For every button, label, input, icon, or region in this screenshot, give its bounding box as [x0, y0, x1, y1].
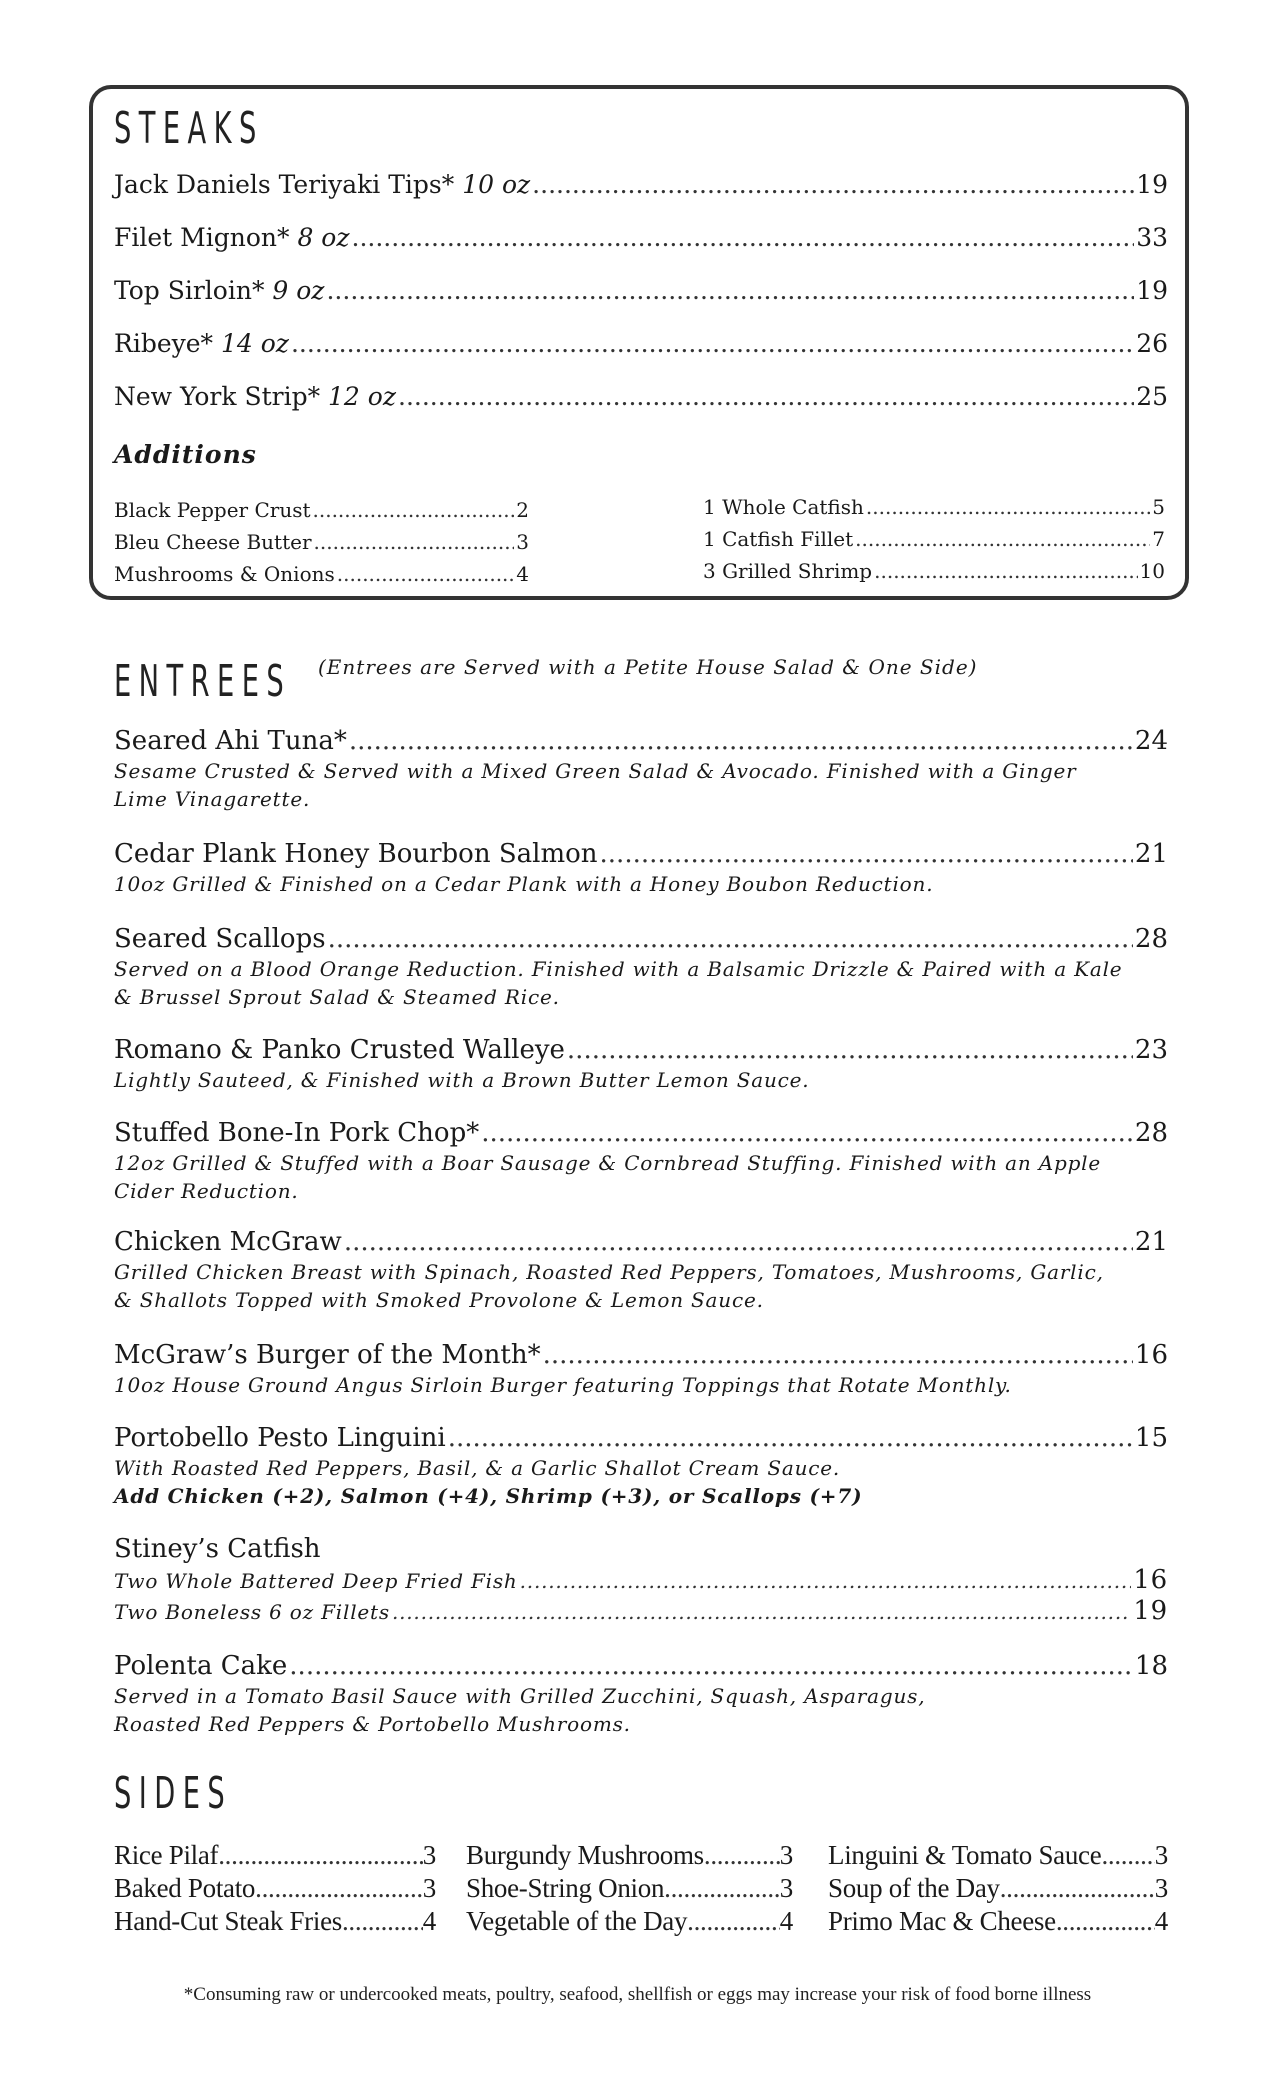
side-name: Soup of the Day: [828, 1873, 1000, 1903]
leader-dots: [349, 725, 1133, 757]
steak-item: [114, 329, 1168, 382]
entree-name: Stuffed Bone-In Pork Chop*: [114, 1118, 480, 1148]
addition-item: [703, 495, 1165, 527]
entree-name: Portobello Pesto Linguini: [114, 1423, 446, 1453]
leader-dots: [1101, 1840, 1154, 1871]
entree-description: 10oz Grilled & Finished on a Cedar Plank with a Honey Boubon Reduction.: [114, 872, 934, 896]
side-item: [114, 1873, 436, 1906]
leader-dots: [567, 1034, 1133, 1066]
entree-name: Cedar Plank Honey Bourbon Salmon: [114, 839, 598, 869]
sides-column-1: [114, 1840, 436, 1939]
entree-description: Served in a Tomato Basil Sauce with Grilled Zucchini, Squash, Asparagus, Roasted Red Peppers & Portobello Mushrooms.: [114, 1684, 926, 1736]
leader-dots: [352, 223, 1135, 252]
steak-name: New York Strip* 12 oz: [114, 382, 397, 411]
entree-description: Sesame Crusted & Served with a Mixed Green Salad & Avocado. Finished with a Ginger Lime Vinagarette.: [114, 759, 1077, 811]
leader-dots: [328, 923, 1133, 955]
sides-column-2: [466, 1840, 793, 1939]
leader-dots: [520, 1566, 1132, 1596]
steaks-list: [114, 170, 1168, 435]
entree-price: 24: [1134, 726, 1168, 756]
leader-dots: [1000, 1873, 1155, 1904]
entree-name: Romano & Panko Crusted Walleye: [114, 1035, 565, 1065]
entree-description: Lightly Sauteed, & Finished with a Brown Butter Lemon Sauce.: [114, 1068, 810, 1092]
addition-name: Mushrooms & Onions: [114, 562, 335, 586]
entree-item: [114, 725, 1168, 813]
steak-name: Ribeye* 14 oz: [114, 329, 289, 358]
steak-name: Jack Daniels Teriyaki Tips* 10 oz: [114, 170, 531, 199]
entree-description: Served on a Blood Orange Reduction. Finished with a Balsamic Drizzle & Paired with a Kale & Brussel Sprout Salad & Steamed Rice.: [114, 957, 1123, 1009]
leader-dots: [344, 1226, 1133, 1258]
entree-name: Stiney’s Catfish: [114, 1534, 321, 1564]
side-price: 3: [422, 1840, 436, 1870]
entree-name: Seared Scallops: [114, 924, 326, 954]
entree-price: 21: [1134, 839, 1168, 869]
steak-price: 19: [1136, 170, 1168, 199]
entree-addon: Add Chicken (+2), Salmon (+4), Shrimp (+3), or Scallops (+7): [114, 1484, 863, 1508]
leader-dots: [289, 1650, 1133, 1682]
side-price: 4: [779, 1906, 793, 1936]
leader-dots: [543, 1339, 1133, 1371]
addition-item: [703, 559, 1165, 591]
sides-column-3: [828, 1840, 1168, 1939]
entree-price: 23: [1134, 1035, 1168, 1065]
entree-price: 28: [1134, 924, 1168, 954]
entree-description: 10oz House Ground Angus Sirloin Burger featuring Toppings that Rotate Monthly.: [114, 1373, 1012, 1397]
entree-item: [114, 1226, 1168, 1314]
side-name: Vegetable of the Day: [466, 1906, 688, 1936]
entree-name: Polenta Cake: [114, 1651, 288, 1681]
leader-dots: [291, 329, 1134, 358]
leader-dots: [704, 1840, 780, 1871]
additions-right: [703, 495, 1165, 591]
steak-item: [114, 276, 1168, 329]
side-name: Rice Pilaf: [114, 1840, 219, 1870]
addition-item: [114, 562, 529, 594]
steaks-title: STEAKS: [114, 103, 264, 154]
steak-name: Top Sirloin* 9 oz: [114, 276, 325, 305]
entree-item: [114, 1339, 1168, 1399]
catfish-option: [114, 1565, 1168, 1596]
steak-item: [114, 382, 1168, 435]
entree-item: [114, 838, 1168, 898]
leader-dots: [342, 1906, 423, 1937]
entree-price: 21: [1134, 1227, 1168, 1257]
leader-dots: [337, 562, 515, 586]
entree-item-catfish: [114, 1533, 1168, 1627]
side-price: 4: [422, 1906, 436, 1936]
entree-item: [114, 1650, 1168, 1738]
steak-name: Filet Mignon* 8 oz: [114, 223, 350, 252]
catfish-option-name: Two Whole Battered Deep Fried Fish: [114, 1569, 518, 1593]
leader-dots: [448, 1422, 1133, 1454]
catfish-option-price: 16: [1133, 1565, 1168, 1595]
leader-dots: [326, 276, 1134, 305]
entree-price: 16: [1134, 1340, 1168, 1370]
side-item: [466, 1873, 793, 1906]
leader-dots: [532, 170, 1134, 199]
entree-item: [114, 923, 1168, 1011]
leader-dots: [855, 527, 1150, 551]
entree-item: [114, 1034, 1168, 1094]
side-name: Linguini & Tomato Sauce: [828, 1840, 1102, 1870]
side-item: [466, 1840, 793, 1873]
leader-dots: [600, 838, 1133, 870]
side-name: Hand-Cut Steak Fries: [114, 1906, 342, 1936]
addition-name: 1 Whole Catfish: [703, 495, 864, 519]
side-item: [828, 1873, 1168, 1906]
entree-name: McGraw’s Burger of the Month*: [114, 1340, 541, 1370]
leader-dots: [866, 495, 1150, 519]
entree-description: 12oz Grilled & Stuffed with a Boar Sausage & Cornbread Stuffing. Finished with an Apple Cider Reduction.: [114, 1151, 1102, 1203]
additions-title: Additions: [114, 440, 257, 469]
steak-price: 26: [1136, 329, 1168, 358]
addition-name: Bleu Cheese Butter: [114, 530, 312, 554]
side-name: Primo Mac & Cheese: [828, 1906, 1056, 1936]
side-name: Burgundy Mushrooms: [466, 1840, 704, 1870]
addition-price: 4: [516, 562, 529, 586]
leader-dots: [314, 530, 515, 554]
entree-description: With Roasted Red Peppers, Basil, & a Garlic Shallot Cream Sauce.: [114, 1456, 841, 1480]
sides-title: SIDES: [114, 1768, 233, 1819]
entree-name: Seared Ahi Tuna*: [114, 726, 347, 756]
leader-dots: [218, 1840, 423, 1871]
entrees-title: ENTREES: [114, 656, 292, 707]
side-price: 3: [779, 1840, 793, 1870]
side-item: [828, 1840, 1168, 1873]
side-name: Baked Potato: [114, 1873, 256, 1903]
addition-item: [114, 530, 529, 562]
addition-item: [114, 498, 529, 530]
entree-item: [114, 1117, 1168, 1205]
leader-dots: [398, 382, 1134, 411]
addition-price: 5: [1152, 495, 1165, 519]
additions-left: [114, 498, 529, 594]
entree-price: 15: [1134, 1423, 1168, 1453]
entree-description: Grilled Chicken Breast with Spinach, Roasted Red Peppers, Tomatoes, Mushrooms, Garlic, & Shallots Topped with Smoked Provolone & Lemon Sauce.: [114, 1260, 1104, 1312]
catfish-option: [114, 1596, 1168, 1627]
side-price: 3: [422, 1873, 436, 1903]
addition-name: 1 Catfish Fillet: [703, 527, 854, 551]
side-item: [828, 1906, 1168, 1939]
leader-dots: [687, 1906, 780, 1937]
side-item: [114, 1906, 436, 1939]
leader-dots: [392, 1597, 1131, 1627]
steak-item: [114, 170, 1168, 223]
steak-item: [114, 223, 1168, 276]
addition-name: 3 Grilled Shrimp: [703, 559, 873, 583]
addition-item: [703, 527, 1165, 559]
leader-dots: [481, 1117, 1133, 1149]
leader-dots: [313, 498, 515, 522]
entree-item: [114, 1422, 1168, 1510]
entree-name: Chicken McGraw: [114, 1227, 342, 1257]
side-price: 3: [779, 1873, 793, 1903]
entrees-note: (Entrees are Served with a Petite House Salad & One Side): [318, 655, 978, 679]
addition-price: 10: [1139, 559, 1165, 583]
addition-price: 7: [1152, 527, 1165, 551]
side-item: [114, 1840, 436, 1873]
leader-dots: [1056, 1906, 1155, 1937]
side-price: 3: [1154, 1873, 1168, 1903]
leader-dots: [874, 559, 1137, 583]
entree-price: 18: [1134, 1651, 1168, 1681]
side-price: 4: [1154, 1906, 1168, 1936]
health-footnote: *Consuming raw or undercooked meats, poultry, seafood, shellfish or eggs may increase your risk of food borne illness: [183, 1984, 1092, 2005]
addition-name: Black Pepper Crust: [114, 498, 311, 522]
side-item: [466, 1906, 793, 1939]
entree-price: 28: [1134, 1118, 1168, 1148]
catfish-option-price: 19: [1133, 1596, 1168, 1626]
leader-dots: [255, 1873, 423, 1904]
steak-price: 25: [1136, 382, 1168, 411]
steak-price: 33: [1136, 223, 1168, 252]
side-name: Shoe-String Onion: [466, 1873, 665, 1903]
steak-price: 19: [1136, 276, 1168, 305]
catfish-option-name: Two Boneless 6 oz Fillets: [114, 1600, 390, 1624]
addition-price: 2: [516, 498, 529, 522]
leader-dots: [664, 1873, 780, 1904]
side-price: 3: [1154, 1840, 1168, 1870]
addition-price: 3: [516, 530, 529, 554]
